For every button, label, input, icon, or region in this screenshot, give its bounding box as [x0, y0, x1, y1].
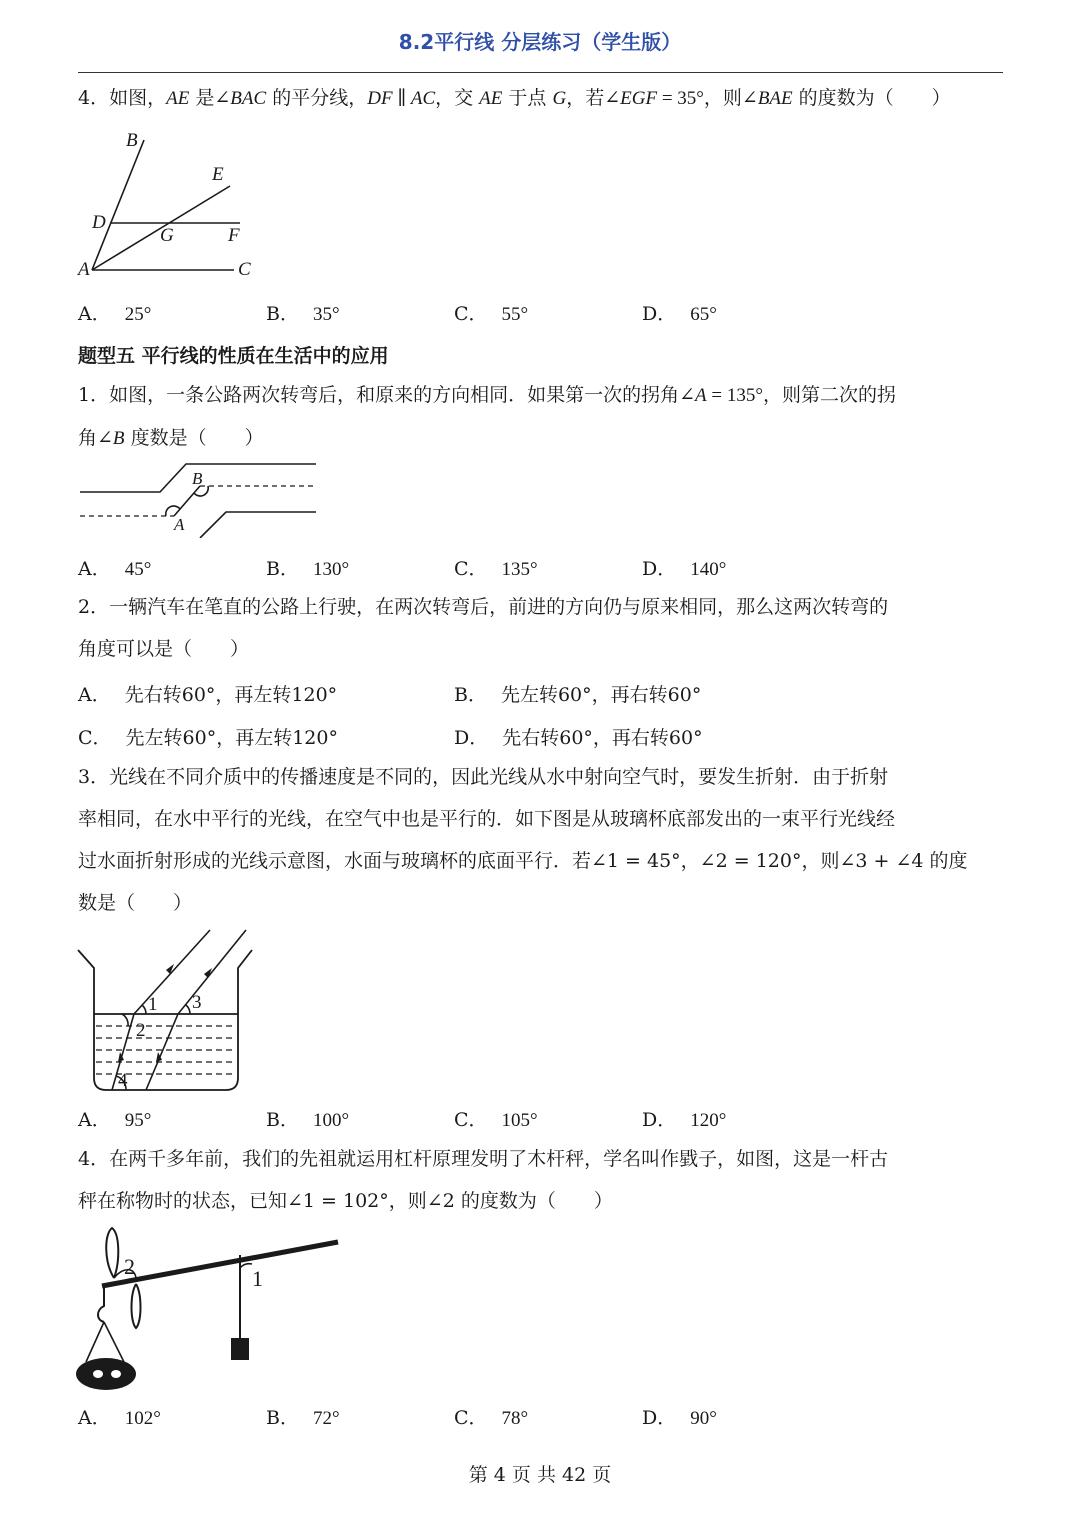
- angle-1-arc: [240, 1264, 252, 1268]
- q3-option-c[interactable]: C． 105°: [454, 1109, 538, 1131]
- question-2-stem: 2．一辆汽车在笔直的公路上行驶，在两次转弯后，前进的方向仍与原来相同，那么这两次转弯的 角度可以是（ ）: [78, 596, 889, 660]
- q2-option-d[interactable]: D． 先右转60°，再右转60°: [454, 727, 703, 749]
- glass-outline: [78, 950, 252, 1090]
- label-angle-1: 1: [252, 1266, 263, 1291]
- label-a: A: [174, 515, 185, 534]
- figure-road-turns-drawing: [76, 456, 320, 538]
- figure-angle-bisector: [74, 124, 274, 286]
- road-lower-edge: [200, 512, 316, 538]
- label-a: A: [78, 259, 90, 280]
- q4a-option-d[interactable]: D． 65°: [642, 303, 717, 325]
- hanging-loop: [106, 1228, 118, 1278]
- angle-3-arc: [186, 1005, 190, 1014]
- figure-steelyard: [74, 1222, 344, 1394]
- label-b: B: [192, 469, 203, 488]
- steelyard-beam: [102, 1242, 338, 1286]
- label-f: F: [228, 225, 240, 246]
- label-angle-1: 1: [148, 994, 158, 1015]
- page-footer: 第 4 页 共 42 页: [468, 1464, 612, 1486]
- q4a-option-c[interactable]: C． 55°: [454, 303, 529, 325]
- question-1-stem: 1．如图，一条公路两次转弯后，和原来的方向相同．如果第一次的拐角∠A = 135°，则第二次的拐 角∠B 度数是（ ）: [78, 384, 896, 449]
- question-3-stem: 3．光线在不同介质中的传播速度是不同的，因此光线从水中射向空气时，要发生折射．由于折射 率相同，在水中平行的光线，在空气中也是平行的．如下图是从玻璃杯底部发出的一束平行光线经 过水面折射形成的光线示意图，水面与玻璃杯的底面平行．若∠1 = 45°，∠2 = 120°，则∠3 + ∠4 的度 数是（ ）: [78, 766, 968, 914]
- label-b: B: [126, 130, 138, 151]
- label-e: E: [212, 164, 224, 185]
- q2-option-c[interactable]: C． 先左转60°，再左转120°: [78, 727, 338, 749]
- q4b-option-a[interactable]: A． 102°: [78, 1407, 161, 1429]
- q3-option-b[interactable]: B． 100°: [266, 1109, 350, 1131]
- q1-option-c[interactable]: C． 135°: [454, 558, 538, 580]
- figure-glass-refraction: [74, 928, 254, 1094]
- q4b-option-d[interactable]: D． 90°: [642, 1407, 717, 1429]
- angle-1-arc: [142, 1005, 146, 1014]
- label-angle-2: 2: [136, 1020, 146, 1041]
- label-angle-3: 3: [192, 992, 202, 1013]
- q3-option-a[interactable]: A． 95°: [78, 1109, 152, 1131]
- page-header-title: 8.2平行线 分层练习（学生版）: [398, 30, 682, 54]
- q1-option-a[interactable]: A． 45°: [78, 558, 152, 580]
- question-4b-stem: 4．在两千多年前，我们的先祖就运用杠杆原理发明了木杆秤，学名叫作戥子，如图，这是一杆古 秤在称物时的状态，已知∠1 = 102°，则∠2 的度数为（ ）: [78, 1148, 889, 1212]
- q4a-option-b[interactable]: B． 35°: [266, 303, 340, 325]
- side-loop: [132, 1284, 141, 1328]
- label-angle-2: 2: [124, 1254, 135, 1279]
- question-4a-stem: 4．如图，AE 是∠BAC 的平分线，DF ∥ AC，交 AE 于点 G，若∠EGF = 35°，则∠BAE 的度数为（ ）: [78, 87, 951, 109]
- pan-hook: [98, 1288, 104, 1322]
- q3-option-d[interactable]: D． 120°: [642, 1109, 727, 1131]
- header-divider: [78, 72, 1003, 73]
- label-g: G: [160, 225, 174, 246]
- pan-string-right: [104, 1322, 124, 1362]
- q4b-option-c[interactable]: C． 78°: [454, 1407, 529, 1429]
- q1-option-b[interactable]: B． 130°: [266, 558, 350, 580]
- label-c: C: [238, 259, 251, 280]
- q2-option-b[interactable]: B． 先左转60°，再右转60°: [454, 684, 702, 706]
- q1-option-d[interactable]: D． 140°: [642, 558, 727, 580]
- q2-option-a[interactable]: A． 先右转60°，再左转120°: [78, 684, 338, 706]
- angle-2-arc: [122, 1014, 128, 1026]
- water-dashes: [96, 1026, 236, 1074]
- weighing-pan: [76, 1358, 136, 1390]
- turn-segment: [174, 486, 200, 516]
- pan-string-left: [86, 1322, 104, 1362]
- q4b-option-b[interactable]: B． 72°: [266, 1407, 340, 1429]
- label-d: D: [92, 212, 106, 233]
- weight-block: [231, 1338, 249, 1360]
- section-title: 题型五 平行线的性质在生活中的应用: [78, 345, 389, 367]
- label-angle-4: 4: [118, 1070, 128, 1091]
- line-ab: [92, 140, 144, 270]
- q4a-option-a[interactable]: A． 25°: [78, 303, 152, 325]
